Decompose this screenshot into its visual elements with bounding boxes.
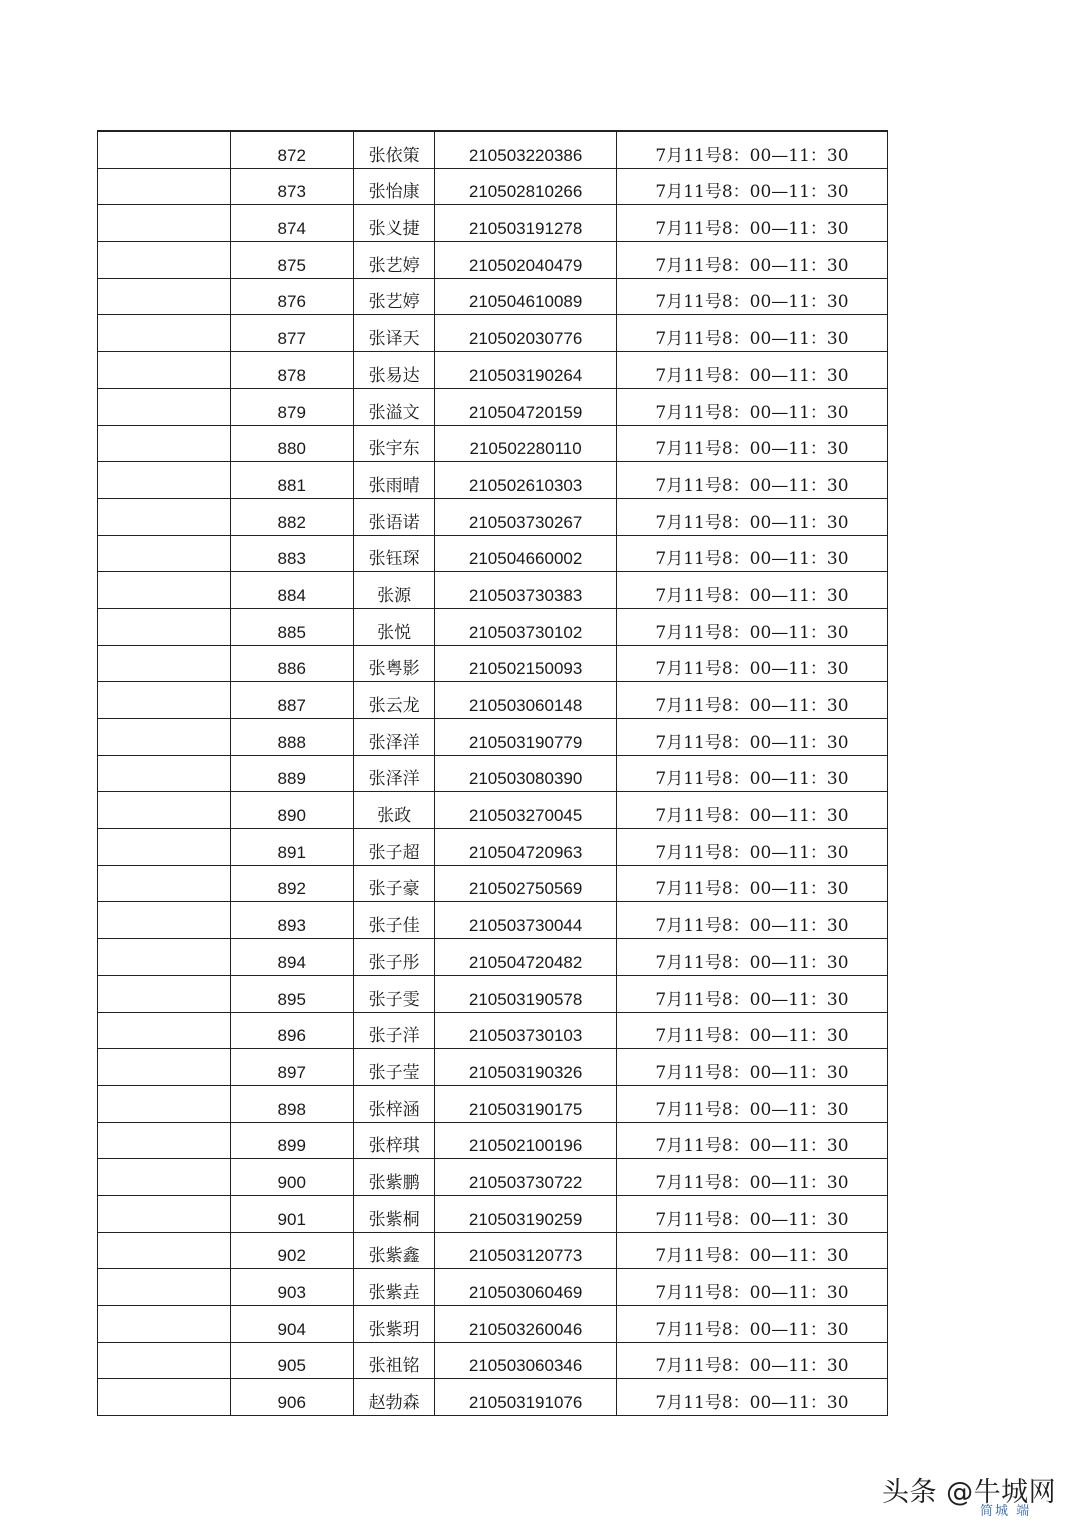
- cell-blank: [98, 1122, 231, 1159]
- cell-name: 张源: [353, 572, 434, 609]
- cell-student-id: 210502610303: [435, 462, 617, 499]
- cell-blank: [98, 1342, 231, 1379]
- cell-name: 张义捷: [353, 205, 434, 242]
- cell-blank: [98, 792, 231, 829]
- table-row: [98, 425, 888, 462]
- cell-blank: [98, 278, 231, 315]
- cell-time-slot: 7月11号8：00—11：30: [616, 975, 887, 1012]
- table-row: [98, 352, 888, 389]
- cell-student-id: 210503730102: [435, 608, 617, 645]
- cell-name: 张梓琪: [353, 1122, 434, 1159]
- cell-name: 张译天: [353, 315, 434, 352]
- cell-time-slot: 7月11号8：00—11：30: [616, 865, 887, 902]
- table-row: [98, 645, 888, 682]
- table-row: [98, 498, 888, 535]
- cell-number: 901: [230, 1195, 353, 1232]
- table-row: [98, 1085, 888, 1122]
- cell-time-slot: 7月11号8：00—11：30: [616, 462, 887, 499]
- table-row: [98, 388, 888, 425]
- table-row: [98, 535, 888, 572]
- cell-number: 905: [230, 1342, 353, 1379]
- cell-time-slot: 7月11号8：00—11：30: [616, 1085, 887, 1122]
- cell-name: 张紫垚: [353, 1269, 434, 1306]
- cell-name: 张政: [353, 792, 434, 829]
- watermark-sub: 简城 端: [980, 1504, 1032, 1519]
- cell-student-id: 210502150093: [435, 645, 617, 682]
- cell-student-id: 210503730044: [435, 902, 617, 939]
- cell-student-id: 210503190779: [435, 719, 617, 756]
- cell-student-id: 210502810266: [435, 168, 617, 205]
- cell-time-slot: 7月11号8：00—11：30: [616, 645, 887, 682]
- table-row: [98, 682, 888, 719]
- cell-number: 880: [230, 425, 353, 462]
- cell-student-id: 210503190578: [435, 975, 617, 1012]
- cell-number: 876: [230, 278, 353, 315]
- cell-number: 896: [230, 1012, 353, 1049]
- cell-student-id: 210502280110: [435, 425, 617, 462]
- cell-blank: [98, 1012, 231, 1049]
- cell-blank: [98, 719, 231, 756]
- cell-time-slot: 7月11号8：00—11：30: [616, 1159, 887, 1196]
- roster-table-body: [98, 131, 888, 1416]
- cell-time-slot: 7月11号8：00—11：30: [616, 315, 887, 352]
- cell-time-slot: 7月11号8：00—11：30: [616, 755, 887, 792]
- cell-name: 张泽洋: [353, 755, 434, 792]
- cell-student-id: 210503190175: [435, 1085, 617, 1122]
- cell-number: 889: [230, 755, 353, 792]
- cell-number: 891: [230, 829, 353, 866]
- cell-time-slot: 7月11号8：00—11：30: [616, 535, 887, 572]
- cell-blank: [98, 131, 231, 168]
- cell-name: 张艺婷: [353, 242, 434, 279]
- cell-student-id: 210503080390: [435, 755, 617, 792]
- cell-time-slot: 7月11号8：00—11：30: [616, 205, 887, 242]
- cell-blank: [98, 939, 231, 976]
- cell-blank: [98, 205, 231, 242]
- cell-name: 张子莹: [353, 1049, 434, 1086]
- cell-time-slot: 7月11号8：00—11：30: [616, 792, 887, 829]
- table-row: [98, 1306, 888, 1343]
- cell-name: 张雨晴: [353, 462, 434, 499]
- cell-blank: [98, 425, 231, 462]
- table-row: [98, 829, 888, 866]
- cell-student-id: 210503060148: [435, 682, 617, 719]
- table-row: [98, 939, 888, 976]
- cell-time-slot: 7月11号8：00—11：30: [616, 939, 887, 976]
- cell-time-slot: 7月11号8：00—11：30: [616, 242, 887, 279]
- cell-blank: [98, 168, 231, 205]
- cell-number: 875: [230, 242, 353, 279]
- cell-name: 张泽洋: [353, 719, 434, 756]
- table-row: [98, 205, 888, 242]
- cell-time-slot: 7月11号8：00—11：30: [616, 1122, 887, 1159]
- cell-number: 883: [230, 535, 353, 572]
- cell-number: 895: [230, 975, 353, 1012]
- cell-blank: [98, 755, 231, 792]
- cell-number: 877: [230, 315, 353, 352]
- table-row: [98, 1122, 888, 1159]
- cell-blank: [98, 352, 231, 389]
- cell-name: 张艺婷: [353, 278, 434, 315]
- cell-name: 张溢文: [353, 388, 434, 425]
- cell-blank: [98, 902, 231, 939]
- cell-number: 903: [230, 1269, 353, 1306]
- cell-student-id: 210503191076: [435, 1379, 617, 1416]
- cell-blank: [98, 388, 231, 425]
- cell-student-id: 210503730722: [435, 1159, 617, 1196]
- cell-name: 张云龙: [353, 682, 434, 719]
- cell-time-slot: 7月11号8：00—11：30: [616, 1306, 887, 1343]
- cell-name: 张紫玥: [353, 1306, 434, 1343]
- cell-blank: [98, 682, 231, 719]
- cell-blank: [98, 462, 231, 499]
- cell-student-id: 210503190259: [435, 1195, 617, 1232]
- cell-time-slot: 7月11号8：00—11：30: [616, 719, 887, 756]
- cell-name: 张紫鑫: [353, 1232, 434, 1269]
- table-row: [98, 315, 888, 352]
- cell-time-slot: 7月11号8：00—11：30: [616, 608, 887, 645]
- table-row: [98, 572, 888, 609]
- cell-blank: [98, 572, 231, 609]
- cell-student-id: 210503730103: [435, 1012, 617, 1049]
- cell-time-slot: 7月11号8：00—11：30: [616, 902, 887, 939]
- cell-number: 893: [230, 902, 353, 939]
- cell-student-id: 210502030776: [435, 315, 617, 352]
- cell-name: 张悦: [353, 608, 434, 645]
- cell-student-id: 210503190326: [435, 1049, 617, 1086]
- cell-name: 张语诺: [353, 498, 434, 535]
- table-row: [98, 792, 888, 829]
- cell-number: 884: [230, 572, 353, 609]
- cell-number: 872: [230, 131, 353, 168]
- cell-blank: [98, 865, 231, 902]
- table-row: [98, 1012, 888, 1049]
- cell-number: 878: [230, 352, 353, 389]
- cell-student-id: 210504660002: [435, 535, 617, 572]
- cell-name: 张紫鹏: [353, 1159, 434, 1196]
- cell-student-id: 210503120773: [435, 1232, 617, 1269]
- cell-time-slot: 7月11号8：00—11：30: [616, 1379, 887, 1416]
- cell-student-id: 210504720159: [435, 388, 617, 425]
- cell-blank: [98, 829, 231, 866]
- cell-time-slot: 7月11号8：00—11：30: [616, 1269, 887, 1306]
- table-row: [98, 975, 888, 1012]
- cell-name: 张梓涵: [353, 1085, 434, 1122]
- cell-name: 张紫桐: [353, 1195, 434, 1232]
- table-row: [98, 1049, 888, 1086]
- cell-number: 873: [230, 168, 353, 205]
- table-row: [98, 1342, 888, 1379]
- cell-name: 张祖铭: [353, 1342, 434, 1379]
- cell-time-slot: 7月11号8：00—11：30: [616, 1049, 887, 1086]
- cell-blank: [98, 242, 231, 279]
- table-row: [98, 462, 888, 499]
- cell-name: 张宇东: [353, 425, 434, 462]
- cell-number: 886: [230, 645, 353, 682]
- cell-number: 904: [230, 1306, 353, 1343]
- cell-number: 906: [230, 1379, 353, 1416]
- cell-student-id: 210503730267: [435, 498, 617, 535]
- cell-student-id: 210503190264: [435, 352, 617, 389]
- cell-number: 888: [230, 719, 353, 756]
- cell-blank: [98, 1232, 231, 1269]
- table-row: [98, 719, 888, 756]
- table-row: [98, 608, 888, 645]
- table-row: [98, 1195, 888, 1232]
- cell-student-id: 210503060346: [435, 1342, 617, 1379]
- cell-student-id: 210502100196: [435, 1122, 617, 1159]
- cell-number: 882: [230, 498, 353, 535]
- cell-blank: [98, 1049, 231, 1086]
- cell-student-id: 210502750569: [435, 865, 617, 902]
- cell-number: 897: [230, 1049, 353, 1086]
- table-row: [98, 278, 888, 315]
- cell-time-slot: 7月11号8：00—11：30: [616, 131, 887, 168]
- cell-number: 894: [230, 939, 353, 976]
- cell-student-id: 210503730383: [435, 572, 617, 609]
- cell-student-id: 210504610089: [435, 278, 617, 315]
- table-row: [98, 1379, 888, 1416]
- table-row: [98, 865, 888, 902]
- cell-time-slot: 7月11号8：00—11：30: [616, 278, 887, 315]
- cell-number: 881: [230, 462, 353, 499]
- cell-name: 赵勃森: [353, 1379, 434, 1416]
- cell-name: 张易达: [353, 352, 434, 389]
- cell-time-slot: 7月11号8：00—11：30: [616, 682, 887, 719]
- cell-student-id: 210502040479: [435, 242, 617, 279]
- cell-student-id: 210504720482: [435, 939, 617, 976]
- cell-student-id: 210503220386: [435, 131, 617, 168]
- cell-blank: [98, 1085, 231, 1122]
- cell-time-slot: 7月11号8：00—11：30: [616, 388, 887, 425]
- cell-number: 898: [230, 1085, 353, 1122]
- table-row: [98, 1232, 888, 1269]
- cell-name: 张子雯: [353, 975, 434, 1012]
- cell-blank: [98, 1379, 231, 1416]
- cell-blank: [98, 535, 231, 572]
- table-row: [98, 755, 888, 792]
- cell-name: 张子彤: [353, 939, 434, 976]
- cell-time-slot: 7月11号8：00—11：30: [616, 425, 887, 462]
- cell-blank: [98, 1269, 231, 1306]
- cell-number: 879: [230, 388, 353, 425]
- cell-time-slot: 7月11号8：00—11：30: [616, 1195, 887, 1232]
- cell-number: 899: [230, 1122, 353, 1159]
- cell-blank: [98, 315, 231, 352]
- cell-name: 张子洋: [353, 1012, 434, 1049]
- cell-name: 张钰琛: [353, 535, 434, 572]
- cell-name: 张子超: [353, 829, 434, 866]
- table-row: [98, 902, 888, 939]
- cell-blank: [98, 1159, 231, 1196]
- table-row: [98, 1159, 888, 1196]
- cell-number: 902: [230, 1232, 353, 1269]
- cell-blank: [98, 975, 231, 1012]
- table-row: [98, 1269, 888, 1306]
- cell-blank: [98, 1195, 231, 1232]
- cell-time-slot: 7月11号8：00—11：30: [616, 572, 887, 609]
- cell-time-slot: 7月11号8：00—11：30: [616, 1012, 887, 1049]
- cell-number: 892: [230, 865, 353, 902]
- toutiao-watermark: [882, 1466, 1072, 1519]
- cell-time-slot: 7月11号8：00—11：30: [616, 498, 887, 535]
- watermark-brand: 头条 @牛城网: [882, 1477, 1057, 1508]
- cell-name: 张子佳: [353, 902, 434, 939]
- table-row: [98, 131, 888, 168]
- cell-student-id: 210503260046: [435, 1306, 617, 1343]
- roster-table: [97, 130, 888, 1416]
- cell-blank: [98, 608, 231, 645]
- table-row: [98, 242, 888, 279]
- cell-time-slot: 7月11号8：00—11：30: [616, 168, 887, 205]
- cell-time-slot: 7月11号8：00—11：30: [616, 352, 887, 389]
- cell-blank: [98, 498, 231, 535]
- cell-blank: [98, 1306, 231, 1343]
- cell-name: 张子豪: [353, 865, 434, 902]
- cell-student-id: 210503191278: [435, 205, 617, 242]
- cell-student-id: 210503060469: [435, 1269, 617, 1306]
- cell-number: 874: [230, 205, 353, 242]
- cell-time-slot: 7月11号8：00—11：30: [616, 1232, 887, 1269]
- cell-time-slot: 7月11号8：00—11：30: [616, 829, 887, 866]
- cell-blank: [98, 645, 231, 682]
- cell-name: 张依策: [353, 131, 434, 168]
- cell-number: 887: [230, 682, 353, 719]
- cell-student-id: 210504720963: [435, 829, 617, 866]
- cell-number: 890: [230, 792, 353, 829]
- cell-student-id: 210503270045: [435, 792, 617, 829]
- cell-name: 张怡康: [353, 168, 434, 205]
- cell-number: 885: [230, 608, 353, 645]
- cell-name: 张粤影: [353, 645, 434, 682]
- cell-number: 900: [230, 1159, 353, 1196]
- cell-time-slot: 7月11号8：00—11：30: [616, 1342, 887, 1379]
- table-row: [98, 168, 888, 205]
